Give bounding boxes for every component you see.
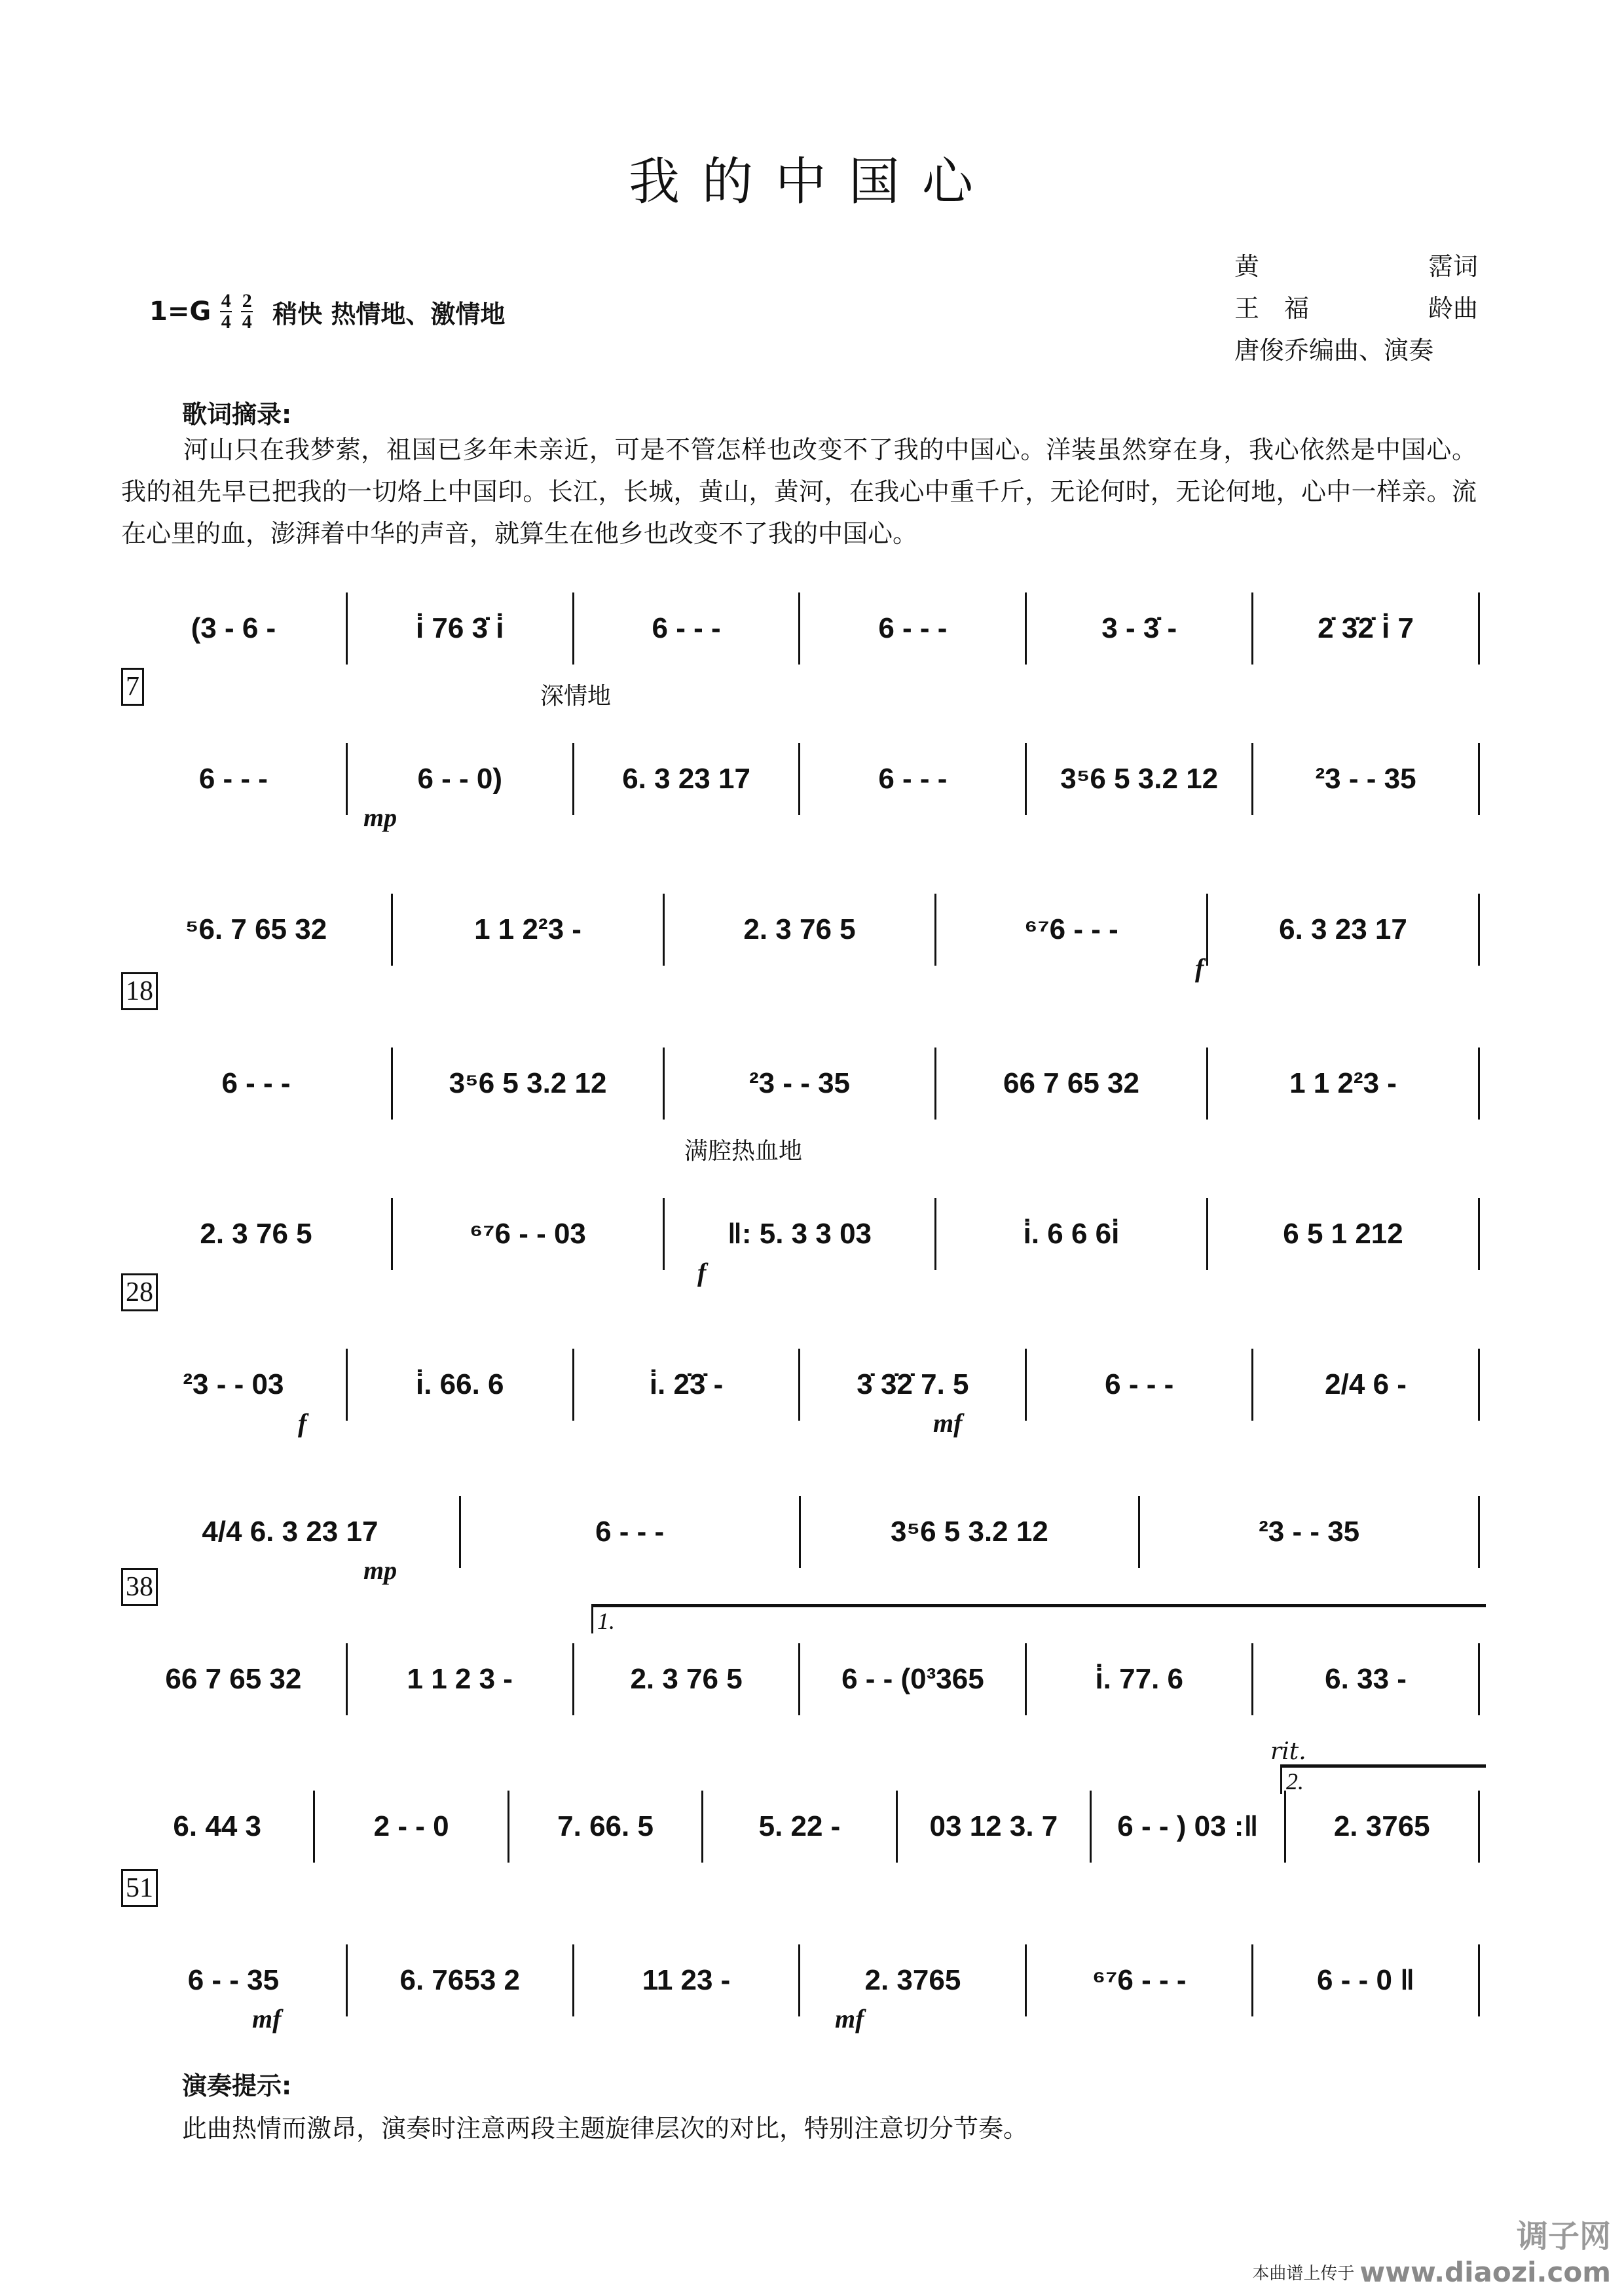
score-row [121,1138,1480,1287]
measures [121,1034,1480,1133]
measures [121,1336,1480,1434]
measure [574,1630,799,1728]
measure [121,1336,346,1434]
measures [121,730,1480,828]
measure-notes: 2/4 6 - [1325,1368,1407,1400]
measure-notes: ‖: 5. 3 3 03 [727,1218,872,1250]
measure [574,1931,799,2030]
measure [393,1034,663,1133]
measure [1092,1777,1283,1876]
measure [1027,1931,1251,2030]
measure [315,1777,507,1876]
score-row [121,881,1480,983]
measure [121,730,346,828]
measure [1208,1034,1478,1133]
barline [1478,743,1480,815]
measure [348,1630,572,1728]
measure-notes: 6 - - (0³365 [841,1663,984,1695]
measure [1027,1336,1251,1434]
measures [121,1777,1480,1876]
measure-notes: 6 - - - [878,612,948,644]
measure [121,1931,346,2030]
measure-notes: 2. 3 76 5 [743,913,856,945]
measure [800,1630,1025,1728]
key-signature: 1=G [149,297,212,327]
measure-notes: 6 - - - [595,1516,665,1548]
measure [1140,1483,1478,1581]
watermark-logo: 调子网 [1516,2218,1611,2255]
measure-notes: 66 7 65 32 [1003,1067,1139,1099]
measure [800,730,1025,828]
measure [800,1336,1025,1434]
barline [1478,1496,1480,1568]
measure [121,1630,346,1728]
measure-notes: 2. 3 76 5 [630,1663,743,1695]
measure [509,1777,701,1876]
measure-notes: 6 - - - [878,763,948,795]
measure-notes: ⁶⁷6 - - - [1024,913,1118,945]
dynamic-marking: mp [363,1556,397,1585]
measure-notes: 5. 22 - [758,1810,841,1842]
measures [121,579,1480,678]
measure-notes: 6 - - - [652,612,721,644]
score-row [121,672,1480,832]
measure [703,1777,895,1876]
score-row [121,579,1480,678]
lyrics-text: 河山只在我梦萦，祖国已多年未亲近，可是不管怎样也改变不了我的中国心。洋装虽然穿在身，我心依然是中国心。我的祖先早已把我的一切烙上中国印。长江，长城，黄山，黄河，在我心中重千斤，无论何时，无论何地，心中一样亲。流在心里的血，澎湃着中华的声音，就算生在他乡也改变不了我的中国心。 [121,435,1477,548]
measure [1286,1777,1478,1876]
watermark-url[interactable]: www.diaozi.com [1359,2256,1611,2288]
score-row [121,1277,1480,1438]
lyrics-heading: 歌词摘录: [182,400,292,429]
barline [1478,592,1480,665]
measure-notes: (3 - 6 - [191,612,276,644]
measure-notes: 3⁵6 5 3.2 12 [1060,763,1219,795]
measure-notes: 6. 3 23 17 [1279,913,1407,945]
key-signature-block [149,291,505,332]
measure [574,1336,799,1434]
expression-marking: 深情地 [540,683,612,710]
tempo-marking: 稍快 热情地、激情地 [272,299,506,329]
measure-notes: 2 - - 0 [373,1810,449,1842]
measure-notes: ²3 - - 35 [748,1067,851,1099]
measure [1253,730,1478,828]
measure-notes: 6 - - ) 03 :‖ [1117,1810,1259,1842]
measure [574,579,799,678]
dynamic-marking: f [697,1258,707,1287]
dynamic-marking: mf [252,2004,282,2033]
dynamic-marking: mf [835,2004,864,2033]
measure [1253,1931,1478,2030]
measures [121,1630,1480,1728]
measure-notes: i̇. 66. 6 [415,1368,504,1400]
measure-notes: i̇ 76 3̇ i̇ [415,612,504,644]
measure [574,730,799,828]
measure-notes: 1 1 2 3 - [407,1663,513,1695]
measure-notes: 1 1 2²3 - [1289,1067,1397,1099]
measure-notes: 03 12 3. 7 [929,1810,1058,1842]
credit-lyricist: 黄 霑词 [1234,252,1478,281]
score-row [121,1738,1480,1876]
measure-notes: ²3 - - 03 [183,1368,284,1400]
measure [121,579,346,678]
measure [121,1777,313,1876]
measure [1027,1630,1251,1728]
measure-notes: 6. 33 - [1325,1663,1407,1695]
score-row [121,1873,1480,2033]
measure [348,579,572,678]
measure-notes: 3⁵6 5 3.2 12 [890,1516,1048,1548]
credit-arranger: 唐俊乔编曲、演奏 [1234,336,1434,365]
barline [1478,1791,1480,1863]
measure-notes: ²3 - - 35 [1259,1516,1360,1548]
measure [1253,1630,1478,1728]
barline [1478,1944,1480,2016]
measure-notes: 2. 3765 [1333,1810,1430,1842]
measure-notes: ⁶⁷6 - - 03 [470,1218,586,1250]
measure-notes: 6 - - 35 [187,1964,280,1996]
dynamic-marking: mf [933,1408,963,1438]
measure-notes: 6 - - - [198,763,268,795]
measure-notes: 6. 3 23 17 [622,763,750,795]
measure-notes: 11 23 - [642,1964,731,1996]
measure-notes: 6. 7653 2 [399,1964,520,1996]
measure [898,1777,1090,1876]
measure [665,1034,934,1133]
tips-heading: 演奏提示: [182,2071,292,2100]
measure-notes: 6 - - 0 ‖ [1317,1964,1415,1996]
measures [121,881,1480,979]
measure [800,1931,1025,2030]
measure [393,881,663,979]
rehearsal-mark: 18 [121,972,158,1010]
score-row [121,1483,1480,1585]
rehearsal-mark: 7 [121,668,144,706]
score-row [121,1572,1480,1728]
measures [121,1185,1480,1283]
measure [348,1336,572,1434]
measure [121,1185,391,1283]
measure [665,881,934,979]
measure-notes: ²3 - - 35 [1315,763,1416,795]
measure [1027,730,1251,828]
volta-bracket: 2. [1280,1764,1486,1794]
measure [801,1483,1139,1581]
measure [800,579,1025,678]
watermark [1252,2211,1611,2288]
measure-notes: 66 7 65 32 [165,1663,302,1695]
measure-notes: 6 - - - [1105,1368,1174,1400]
expression-marking: 满腔热血地 [684,1138,803,1165]
measure [936,1185,1206,1283]
measure [1253,579,1478,678]
score-title: 我的中国心 [628,153,995,211]
measure-notes: ⁵6. 7 65 32 [185,913,327,945]
measure-notes: 6. 44 3 [173,1810,261,1842]
measure [121,1034,391,1133]
expression-marking: rit. [1270,1738,1306,1765]
measure-notes: 2̇ 3̇2̇ i̇ 7 [1318,612,1414,644]
measure [393,1185,663,1283]
measure-notes: i̇. 77. 6 [1095,1663,1183,1695]
measure [121,881,391,979]
measure-notes: ⁶⁷6 - - - [1092,1964,1187,1996]
credits [1234,246,1478,371]
measure [936,1034,1206,1133]
measure [1208,1185,1478,1283]
measure [461,1483,799,1581]
barline [1478,1048,1480,1120]
barline [1478,1198,1480,1270]
measure [1027,579,1251,678]
barline [1478,894,1480,966]
measure-notes: 6 5 1 212 [1283,1218,1403,1250]
measure-notes: 3 - 3̇ - [1101,612,1177,644]
watermark-upload-text: 本曲谱上传于 [1252,2264,1355,2284]
time-signature-2: $\frac{2}{4}$ [242,290,252,333]
score-row [121,976,1480,1133]
time-signature-1: $\frac{4}{4}$ [221,290,231,333]
rehearsal-mark: 28 [121,1273,158,1311]
volta-bracket: 1. [591,1604,1486,1633]
rehearsal-mark: 51 [121,1869,158,1907]
measure-notes: 2. 3 76 5 [200,1218,312,1250]
measure-notes: 6 - - 0) [417,763,503,795]
measure-notes: 3⁵6 5 3.2 12 [449,1067,607,1099]
measure-notes: i̇. 6 6 6i̇ [1023,1218,1120,1250]
measure [348,1931,572,2030]
measure-notes: 6 - - - [221,1067,291,1099]
measure [121,1483,459,1581]
measure [1208,881,1478,979]
dynamic-marking: f [298,1408,307,1438]
dynamic-marking: mp [363,803,397,832]
measure-notes: i̇. 2̇3̇ - [649,1368,724,1400]
rehearsal-mark: 38 [121,1568,158,1606]
measure-notes: 4/4 6. 3 23 17 [202,1516,378,1548]
tips-text: 此曲热情而激昂，演奏时注意两段主题旋律层次的对比，特别注意切分节奏。 [182,2114,1029,2143]
measures [121,1483,1480,1581]
dynamic-marking: f [1195,953,1204,983]
measure [1253,1336,1478,1434]
credit-composer: 王 福 龄曲 [1234,294,1478,323]
measure-notes: 1 1 2²3 - [474,913,581,945]
measure-notes: 3̇ 3̇2̇ 7. 5 [857,1368,969,1400]
barline [1478,1349,1480,1421]
barline [1478,1643,1480,1715]
measure-notes: 7. 66. 5 [557,1810,654,1842]
measures [121,1931,1480,2030]
measure-notes: 2. 3765 [864,1964,961,1996]
measure [936,881,1206,979]
